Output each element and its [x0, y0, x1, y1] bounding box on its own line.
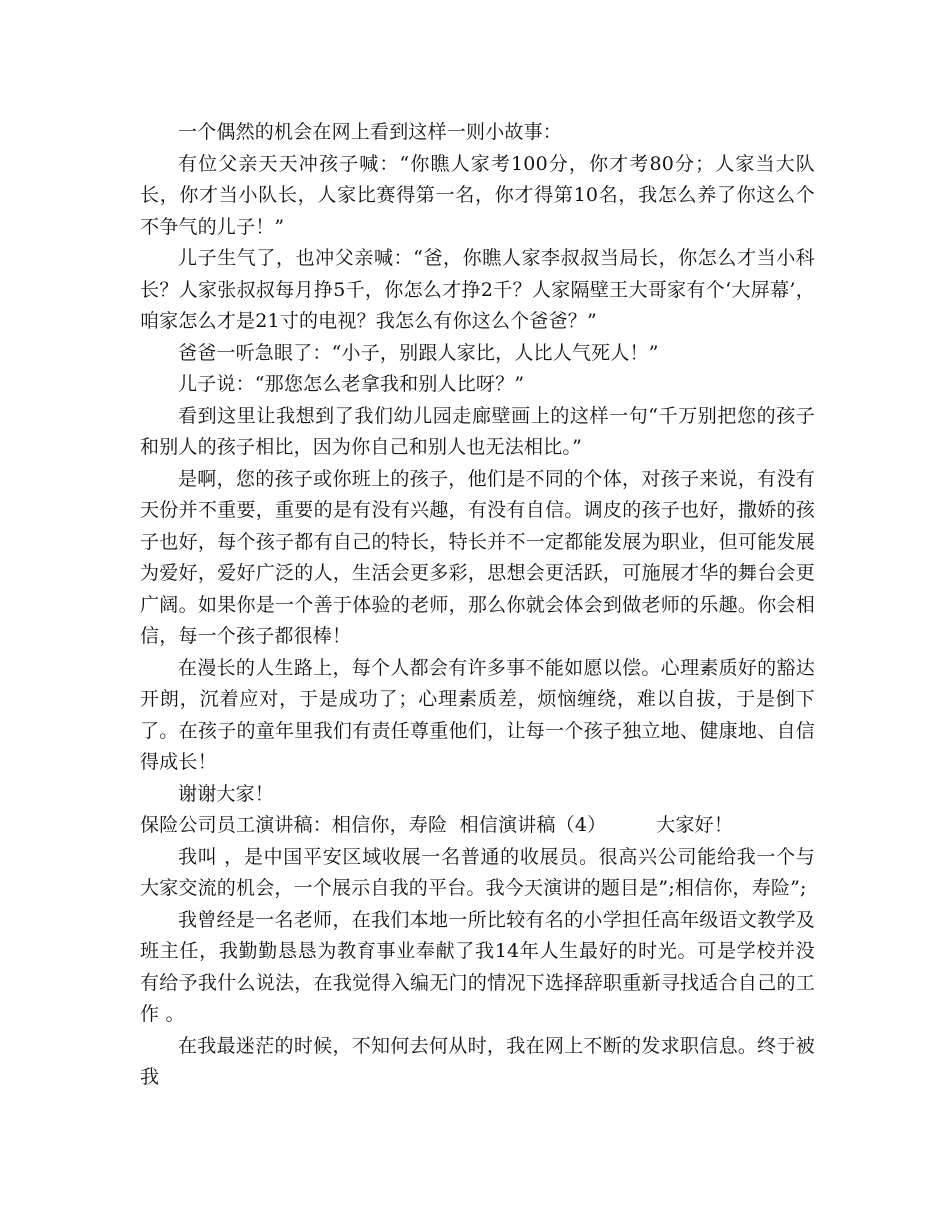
paragraph-individuality: 是啊，您的孩子或你班上的孩子，他们是不同的个体，对孩子来说，有没有天份并不重要，重要的是有没有兴趣，有没有自信。调皮的孩子也好，撒娇的孩子也好，每个孩子都有自己的特长，特长并不一定都能发展为职业，但可能发展为爱好，爱好广泛的人，生活会更多彩，思想会更活跃，可施展才华的舞台会更广阔。如果你是一个善于体验的老师，那么你就会体会到做老师的乐趣。你会相信，每一个孩子都很棒！: [140, 467, 815, 647]
paragraph-thanks: 谢谢大家！: [178, 782, 275, 805]
paragraph-self-intro: 我叫 ，是中国平安区域收展一名普通的收展员。很高兴公司能给我一个与大家交流的机会，一个展示自我的平台。我今天演讲的题目是”;相信你，寿险”;: [140, 845, 815, 899]
paragraph-son-reply: 儿子说：“那您怎么老拿我和别人比呀？”: [178, 373, 525, 395]
paragraph-job-search: 在我最迷茫的时候，不知何去何从时，我在网上不断的发求职信息。终于被我: [140, 1034, 815, 1088]
paragraph-father: 有位父亲天天冲孩子喊：“你瞧人家考100分，你才考80分；人家当大队长，你才当小队长，人家比赛得第一名，你才得第10名，我怎么养了你这么个不争气的儿子！”: [140, 152, 815, 238]
paragraph-son: 儿子生气了，也冲父亲喊：“爸，你瞧人家李叔叔当局长，你怎么才当小科长？人家张叔叔每月挣5千，你怎么才挣2千？人家隔壁王大哥家有个‘大屏幕’，咱家怎么才是21寸的电视？我怎么有你这么个爸爸？”: [140, 247, 815, 332]
document-page: [140, 117, 815, 1094]
paragraph-intro: 一个偶然的机会在网上看到这样一则小故事：: [178, 121, 563, 143]
paragraph-mural: 看到这里让我想到了我们幼儿园走廊壁画上的这样一句“千万别把您的孩子和别人的孩子相比，因为你自己和别人也无法相比。”: [140, 404, 815, 458]
paragraph-dad-reply: 爸爸一听急眼了：“小子，别跟人家比，人比人气死人！”: [178, 341, 659, 364]
paragraph-teacher-past: 我曾经是一名老师，在我们本地一所比较有名的小学担任高年级语文教学及班主任，我勤勤恳恳为教育事业奉献了我14年人生最好的时光。可是学校并没有给予我什么说法，在我觉得入编无门的情况下选择辞职重新寻找适合自己的工作 。: [140, 908, 815, 1025]
speech-title-line: 保险公司员工演讲稿：相信你，寿险 相信演讲稿（4） 大家好！: [140, 814, 734, 836]
paragraph-life-road: 在漫长的人生路上，每个人都会有许多事不能如愿以偿。心理素质好的豁达开朗，沉着应对，于是成功了；心理素质差，烦恼缠绕，难以自拔，于是倒下了。在孩子的童年里我们有责任尊重他们，让每一个孩子独立地、健康地、自信得成长！: [140, 656, 815, 773]
